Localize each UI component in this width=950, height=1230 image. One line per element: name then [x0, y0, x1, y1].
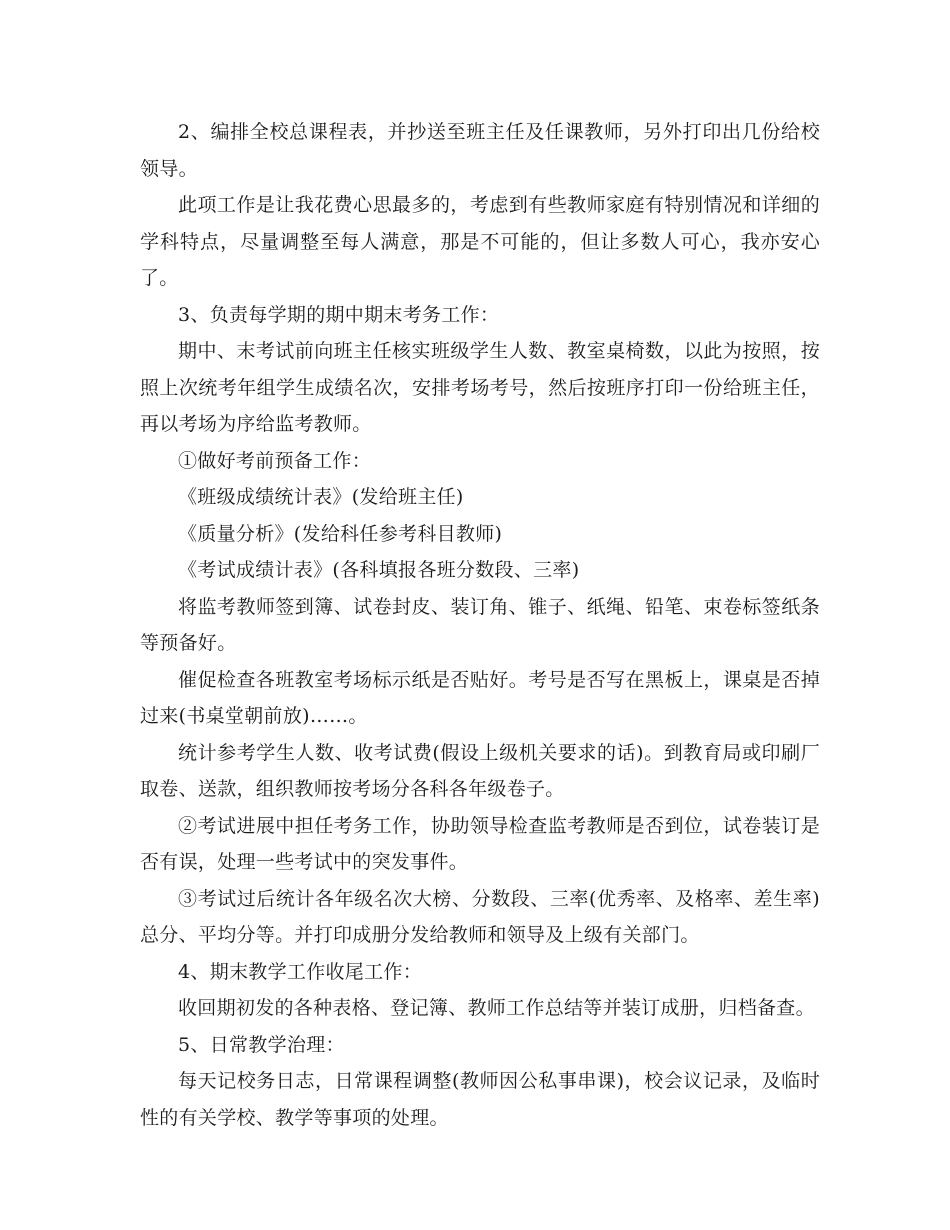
paragraph-term-end: 收回期初发的各种表格、登记簿、教师工作总结等并装订成册，归档备查。 — [178, 997, 815, 1019]
paragraph-fees: 统计参考学生人数、收考试费(假设上级机关要求的话)。到教育局或印刷厂取卷、送款，组织教师按考场分各科各年级卷子。 — [140, 741, 820, 800]
paragraph-during-exam: ②考试进展中担任考务工作，协助领导检查监考教师是否到位，试卷装订是否有误，处理一些考试中的突发事件。 — [140, 814, 820, 873]
paragraph-form-scores: 《考试成绩计表》(各科填报各班分数段、三率) — [178, 559, 580, 581]
paragraph-supplies: 将监考教师签到簿、试卷封皮、装订角、锥子、纸绳、铅笔、束卷标签纸条等预备好。 — [140, 595, 820, 654]
paragraph-daily: 每天记校务日志，日常课程调整(教师因公私事串课)，校会议记录，及临时性的有关学校、教学等事项的处理。 — [140, 1070, 820, 1129]
paragraph-exam-heading: 3、负责每学期的期中期末考务工作： — [178, 303, 500, 326]
paragraph-classroom-check: 催促检查各班教室考场标示纸是否贴好。考号是否写在黑板上，课桌是否掉过来(书桌堂朝前放)……。 — [140, 668, 820, 727]
document-body — [140, 114, 820, 1136]
paragraph-form-quality: 《质量分析》(发给科任参考科目教师) — [178, 522, 503, 545]
paragraph-form-class-stats: 《班级成绩统计表》(发给班主任) — [178, 486, 464, 508]
paragraph-schedule-note: 此项工作是让我花费心思最多的，考虑到有些教师家庭有特别情况和详细的学科特点，尽量调整至每人满意，那是不可能的，但让多数人可心，我亦安心了。 — [140, 194, 820, 289]
paragraph-schedule: 2、编排全校总课程表，并抄送至班主任及任课教师，另外打印出几份给校领导。 — [140, 121, 820, 180]
paragraph-daily-heading: 5、日常教学治理： — [178, 1033, 345, 1056]
paragraph-exam-prep: 期中、末考试前向班主任核实班级学生人数、教室桌椅数，以此为按照，按照上次统考年组学生成绩名次，安排考场考号，然后按班序打印一份给班主任，再以考场为序给监考教师。 — [140, 340, 820, 435]
paragraph-pre-exam-heading: ①做好考前预备工作： — [178, 449, 372, 472]
paragraph-term-end-heading: 4、期末教学工作收尾工作： — [178, 960, 422, 983]
paragraph-after-exam: ③考试过后统计各年级名次大榜、分数段、三率(优秀率、及格率、差生率)总分、平均分等。并打印成册分发给教师和领导及上级有关部门。 — [140, 887, 820, 946]
